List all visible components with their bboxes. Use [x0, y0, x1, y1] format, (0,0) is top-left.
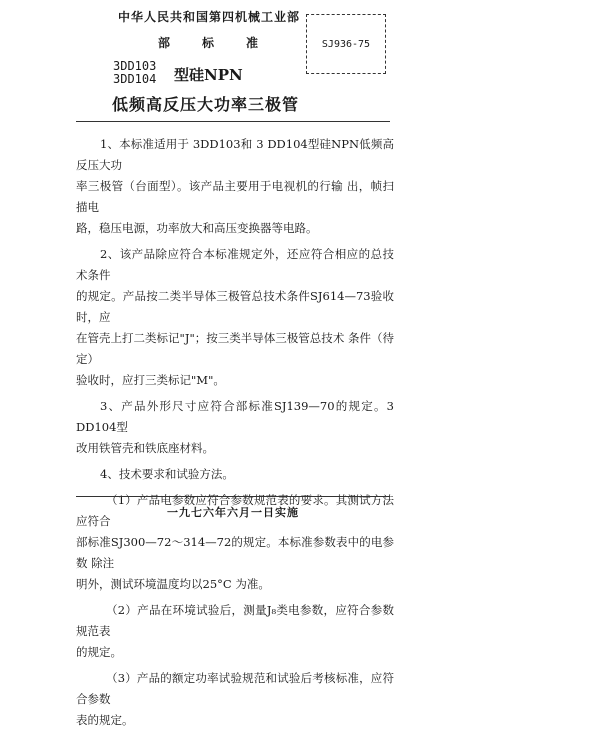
paragraph-4 [76, 464, 394, 485]
model-code-1: 3DD103 [113, 59, 157, 73]
paragraph-3 [76, 396, 394, 459]
model-suffix: 型硅NPN [174, 66, 243, 84]
line: 验收时，应打三类标记"M"。 [76, 373, 225, 387]
line: 改用铁管壳和铁底座材料。 [76, 441, 214, 455]
line: 明外，测试环境温度均以25°C 为准。 [76, 577, 270, 591]
line: 部标准SJ300—72～314—72的规定。本标准参数表中的电参 数 除注 [76, 535, 394, 570]
standard-number: SJ936-75 [321, 38, 371, 50]
dept-char-1: 部 [158, 36, 171, 50]
dept-char-3: 准 [245, 36, 258, 50]
model-code-2: 3DD104 [113, 72, 157, 86]
line: 在管壳上打二类标记"J"；按三类半导体三极管总技术 条件（待定） [76, 331, 394, 366]
effective-date: 一九七六年六月一日实施 [167, 506, 299, 519]
bottom-divider [76, 496, 390, 497]
line: （1）产品电参数应符合参数规范表的要求。其测试方法应符合 [76, 493, 394, 528]
line: 1、本标准适用于 3DD103和 3 DD104型硅NPN低频高反压大功 [76, 137, 394, 172]
line: 4、技术要求和试验方法。 [100, 467, 234, 481]
line: 表的规定。 [76, 713, 134, 727]
department-standard-label [158, 34, 258, 51]
paragraph-1 [76, 134, 394, 239]
paragraph-7 [76, 668, 394, 731]
dept-char-2: 标 [201, 36, 214, 50]
line: 2、该产品除应符合本标准规定外，还应符合相应的总技术条件 [76, 247, 394, 282]
line: 率三极管（台面型）。该产品主要用于电视机的行输 出，帧扫描电 [76, 179, 394, 214]
paragraph-2 [76, 244, 394, 391]
standard-number-box [306, 14, 386, 74]
line: （3）产品的额定功率试验规范和试验后考核标准，应符合参数 [76, 671, 394, 706]
line: 路，稳压电源，功率放大和高压变换器等电路。 [76, 221, 318, 235]
paragraph-6 [76, 600, 394, 663]
body [76, 134, 394, 731]
line: 的规定。产品按二类半导体三极管总技术条件SJ614—73验收时，应 [76, 289, 394, 324]
document-title: 低频高反压大功率三极管 [112, 95, 300, 114]
ministry-name: 中华人民共和国第四机械工业部 [118, 10, 301, 24]
top-divider [76, 121, 390, 122]
line: 3、产品外形尺寸应符合部标准SJ139—70的规定。3 DD104型 [76, 399, 394, 434]
line: 的规定。 [76, 645, 122, 659]
line: （2）产品在环境试验后，测量J₈类电参数，应符合参数规范表 [76, 603, 394, 638]
